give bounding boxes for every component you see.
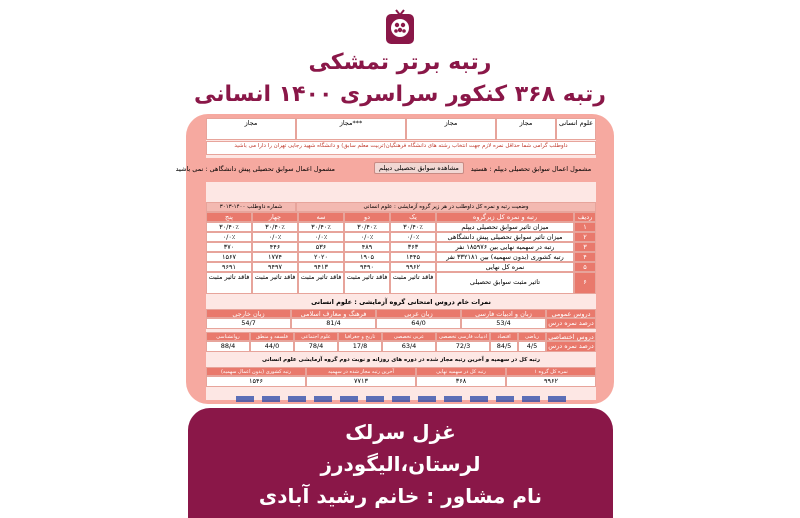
general-values-row <box>206 318 596 329</box>
row-value: ۰٪/۰ <box>298 232 344 242</box>
row-value: ۴۰٪/۳۰ <box>390 222 436 232</box>
subject-value: 4/5 <box>518 341 546 352</box>
eligibility-notice: داوطلب گرامی شما حداقل نمره لازم جهت انتخاب رشته های دانشگاه فرهنگیان(تربیت معلم سابق) و دانشگاه شهید رجایی تهران را دارا می باشید <box>206 141 596 155</box>
title-rank-368: رتبه ۳۶۸ کنکور سراسری ۱۴۰۰ انسانی <box>194 82 606 107</box>
row-value: ۴۰٪/۳۰ <box>252 222 298 232</box>
row-number: ۶ <box>574 272 596 294</box>
subject-header: تاریخ و جغرافیا <box>338 332 382 341</box>
col-header: چهار <box>252 212 298 222</box>
row-number: ۳ <box>574 242 596 252</box>
final-header: رتبه کل در سهمیه نهایی <box>416 367 506 376</box>
row-value: ۱۵۶۷ <box>206 252 252 262</box>
special-values-row <box>206 341 596 352</box>
blurred-footer-text <box>236 396 566 402</box>
row-value: ۳۷۰ <box>206 242 252 252</box>
subject-value: 54/7 <box>206 318 291 329</box>
row-value: ۱۴۴۵ <box>390 252 436 262</box>
subject-value: 63/4 <box>382 341 436 352</box>
row-value: ۹۴۱۳ <box>298 262 344 272</box>
pct-label: درصد نمره درس <box>546 318 596 329</box>
subject-value: 88/4 <box>206 341 250 352</box>
table-row <box>206 262 596 272</box>
notice-row <box>206 141 596 155</box>
final-title-row <box>206 356 596 366</box>
table-row <box>206 272 596 294</box>
table-row <box>206 242 596 252</box>
row-value: ۳۶۳ <box>390 242 436 252</box>
general-subjects-header <box>206 309 596 318</box>
top-cell: مجاز <box>496 118 556 140</box>
top-cell: مجاز <box>406 118 496 140</box>
special-subjects-header <box>206 332 596 341</box>
row-label: نمره کل نهایی <box>436 262 574 272</box>
top-cell: علوم انسانی <box>556 118 596 140</box>
row-value: ۱۹۰۵ <box>344 252 390 262</box>
table-row <box>206 252 596 262</box>
view-diploma-records-button[interactable]: مشاهده سوابق تحصیلی دیپلم <box>374 162 464 174</box>
final-title: رتبه کل در سهمیه و آخرین رتبه مجاز شده در دوره های روزانه و نوبت دوم گروه آزمایشی علوم انسانی <box>262 357 540 363</box>
subject-header: زبان و ادبیات فارسی <box>461 309 546 318</box>
subject-value: 17/8 <box>338 341 382 352</box>
final-header: رتبه کشوری (بدون اعمال سهمیه) <box>206 367 306 376</box>
subject-header: ریاضی <box>518 332 546 341</box>
row-value: ۴۰٪/۳۰ <box>298 222 344 232</box>
row-label: تاثیر مثبت سوابق تحصیلی <box>436 272 574 294</box>
general-label: دروس عمومی <box>546 309 596 318</box>
group-title: وضعیت رتبه و نمره کل داوطلب در هر زیر گروه آزمایشی : علوم انسانی <box>296 202 596 212</box>
top-cell: مجاز <box>206 118 296 140</box>
candidate-number: شماره داوطلب ۱۴۰۰-۳۰۱۳ <box>206 202 296 212</box>
col-header: پنج <box>206 212 252 222</box>
subject-header: علوم اجتماعی <box>294 332 338 341</box>
subject-value: 84/5 <box>490 341 518 352</box>
subject-value: 53/4 <box>461 318 546 329</box>
scores-title-row <box>206 298 596 308</box>
diploma-status: مشمول اعمال سوابق تحصیلی دیپلم : هستید <box>470 165 592 173</box>
row-label: میزان تاثیر سوابق تحصیلی دیپلم <box>436 222 574 232</box>
col-header: یک <box>390 212 436 222</box>
subject-header: زبان خارجی <box>206 309 291 318</box>
subject-value: 72/3 <box>436 341 490 352</box>
subject-value: 81/4 <box>291 318 376 329</box>
col-header: ردیف <box>574 212 596 222</box>
row-value: ۹۹۶۲ <box>390 262 436 272</box>
subject-header: اقتصاد <box>490 332 518 341</box>
row-value: ۹۴۹۷ <box>252 262 298 272</box>
row-value: ۴۴۶ <box>252 242 298 252</box>
final-values-row <box>206 376 596 387</box>
row-label: میزان تاثیر سوابق تحصیلی پیش دانشگاهی <box>436 232 574 242</box>
row-value: ۰٪/۰ <box>344 232 390 242</box>
row-label: رتبه کشوری (بدون سهمیه) بین ۳۳۲۱۸۱ نفر <box>436 252 574 262</box>
subject-header: فلسفه و منطق <box>250 332 294 341</box>
row-value: ۴۸۹ <box>344 242 390 252</box>
raspberry-logo-icon <box>385 6 415 46</box>
final-value: ۱۵۴۶ <box>206 376 306 387</box>
row-value: ۴۰٪/۳۰ <box>206 222 252 232</box>
row-number: ۱ <box>574 222 596 232</box>
table-row <box>206 232 596 242</box>
subject-header: عربی تخصصی <box>382 332 436 341</box>
row-number: ۵ <box>574 262 596 272</box>
row-value: ۰٪/۰ <box>206 232 252 242</box>
group-title-row <box>206 202 596 212</box>
row-value: ۰٪/۰ <box>252 232 298 242</box>
row-value: ۴۰٪/۳۰ <box>344 222 390 232</box>
table-row <box>206 222 596 232</box>
subject-value: 44/0 <box>250 341 294 352</box>
pct-label: درصد نمره درس <box>546 341 596 352</box>
row-value: فاقد تاثیر مثبت <box>298 272 344 294</box>
row-value: فاقد تاثیر مثبت <box>252 272 298 294</box>
top-status-row <box>206 118 596 140</box>
row-value: ۵۳۶ <box>298 242 344 252</box>
col-header: رتبه و نمره کل زیرگروه <box>436 212 574 222</box>
row-value: فاقد تاثیر مثبت <box>390 272 436 294</box>
final-value: ۷۷۱۳ <box>306 376 416 387</box>
special-label: دروس اختصاصی <box>546 332 596 341</box>
subject-header: روانشناسی <box>206 332 250 341</box>
row-value: ۹۴۹۰ <box>344 262 390 272</box>
subject-header: ادبیات فارسی تخصصی <box>436 332 490 341</box>
student-city: لرستان،الیگودرز <box>320 452 481 476</box>
subject-header: زبان عربی <box>376 309 461 318</box>
final-header-row <box>206 367 596 376</box>
row-value: فاقد تاثیر مثبت <box>206 272 252 294</box>
subject-value: 78/4 <box>294 341 338 352</box>
row-value: ۱۷۷۴ <box>252 252 298 262</box>
row-number: ۲ <box>574 232 596 242</box>
row-value: فاقد تاثیر مثبت <box>344 272 390 294</box>
subject-value: 64/0 <box>376 318 461 329</box>
final-header: آخرین رتبه مجاز شده در سهمیه <box>306 367 416 376</box>
row-value: ۲۰۲۰ <box>298 252 344 262</box>
preuni-status: مشمول اعمال سوابق تحصیلی پیش دانشگاهی : نمی باشید <box>175 165 335 173</box>
row-value: ۹۶۹۱ <box>206 262 252 272</box>
final-value: ۳۶۸ <box>416 376 506 387</box>
top-cell: ***مجاز <box>296 118 406 140</box>
final-header: نمره کل گروه ۱ <box>506 367 596 376</box>
row-number: ۴ <box>574 252 596 262</box>
result-sheet <box>175 118 596 400</box>
rank-table-header <box>206 212 596 222</box>
title-rank-best: رتبه برتر تمشکی <box>308 50 492 75</box>
final-value: ۹۹۶۲ <box>506 376 596 387</box>
student-name: غزل سرلک <box>345 420 456 444</box>
subject-header: فرهنگ و معارف اسلامی <box>291 309 376 318</box>
scores-title: نمرات خام دروس امتحانی گروه آزمایشی : علوم انسانی <box>311 298 491 306</box>
row-value: ۰٪/۰ <box>390 232 436 242</box>
col-header: دو <box>344 212 390 222</box>
col-header: سه <box>298 212 344 222</box>
row-label: رتبه در سهمیه نهایی بین ۱۸۵۹۷۶ نفر <box>436 242 574 252</box>
advisor-name: نام مشاور : خانم رشید آبادی <box>258 484 543 508</box>
